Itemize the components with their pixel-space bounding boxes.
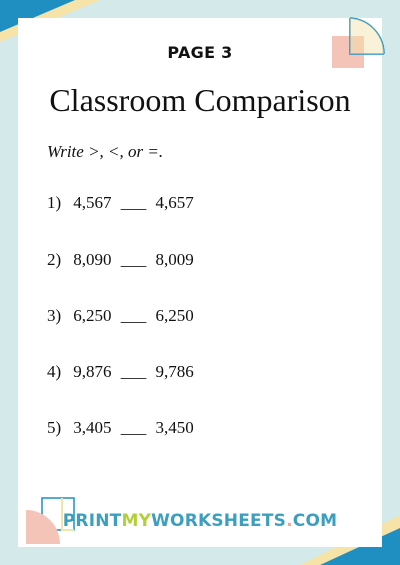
brand-part-worksheets: WORKSHEETS	[151, 511, 287, 531]
instructions-text: Write >, <, or =.	[47, 142, 164, 161]
answer-blank[interactable]: ___	[120, 193, 147, 212]
problem-item	[47, 362, 194, 382]
left-number: 8,090	[73, 250, 112, 269]
problem-number: 4)	[47, 362, 62, 381]
right-number: 3,450	[155, 418, 194, 437]
right-number: 6,250	[155, 306, 194, 325]
answer-blank[interactable]: ___	[120, 306, 147, 325]
left-number: 3,405	[73, 418, 112, 437]
problem-item	[47, 418, 194, 438]
page-number-label: PAGE 3	[167, 43, 233, 62]
left-number: 9,876	[73, 362, 112, 381]
problem-item	[47, 306, 194, 326]
right-number: 9,786	[155, 362, 194, 381]
answer-blank[interactable]: ___	[120, 418, 147, 437]
brand-part-com: COM	[292, 511, 338, 531]
problem-item	[47, 250, 194, 270]
worksheet-title: Classroom Comparison	[49, 82, 351, 118]
brand-footer[interactable]	[0, 511, 400, 531]
answer-blank[interactable]: ___	[120, 250, 147, 269]
right-number: 4,657	[155, 193, 194, 212]
brand-part-my: MY	[121, 511, 152, 531]
brand-part-dot: .	[286, 511, 293, 531]
problem-number: 5)	[47, 418, 62, 437]
problem-number: 3)	[47, 306, 62, 325]
problem-number: 2)	[47, 250, 62, 269]
left-number: 6,250	[73, 306, 112, 325]
right-number: 8,009	[155, 250, 194, 269]
brand-part-print: PRINT	[62, 511, 122, 531]
left-number: 4,567	[73, 193, 112, 212]
problem-number: 1)	[47, 193, 62, 212]
problem-item	[47, 193, 194, 213]
answer-blank[interactable]: ___	[120, 362, 147, 381]
